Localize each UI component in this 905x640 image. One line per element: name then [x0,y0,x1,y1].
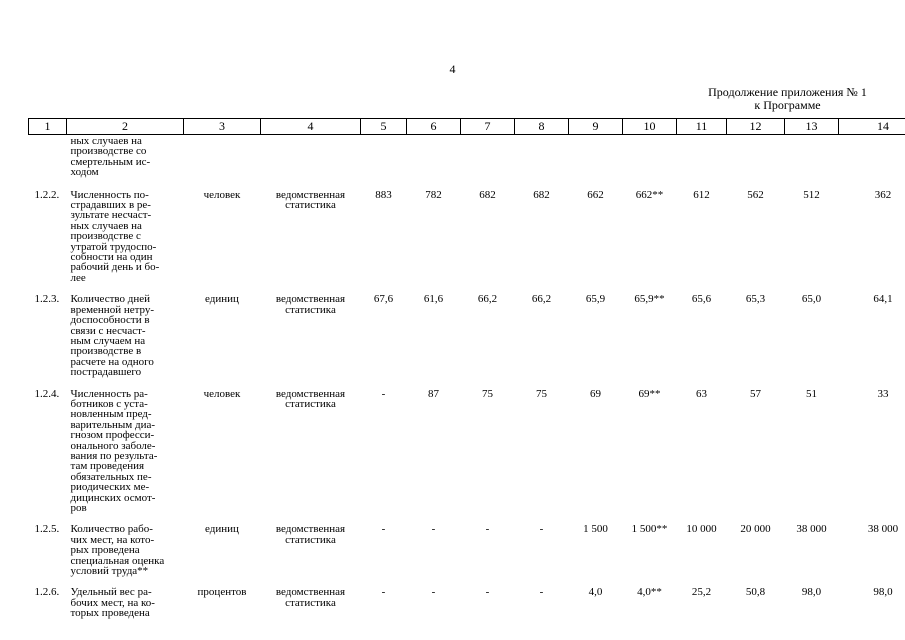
column-number: 9 [569,119,623,135]
value-cell: 38 000 [796,523,827,536]
value-cell: 57 [750,387,761,400]
source-cell: ведомственная статистика [275,387,346,410]
column-number: 14 [839,119,905,135]
value-cell: 65,9 [585,293,606,306]
value-cell: - [539,523,544,536]
value-cell: - [381,523,386,536]
value-cell: 682 [533,188,550,201]
value-cell: 612 [693,188,710,201]
column-number: 12 [727,119,785,135]
indicator-name: Количество дней временной нетру- доспособности в связи с несчаст- ным случаем на производстве в расчете на одного пострадавшего [70,293,155,379]
value-cell: - [485,586,490,599]
value-cell: 66,2 [477,293,498,306]
value-cell: 67,6 [373,293,394,306]
value-cell: 4,0** [637,586,662,599]
value-cell: 1 500** [631,523,668,536]
table-row [29,521,905,584]
value-cell: - [539,586,544,599]
row-code: 1.2.5. [34,523,60,536]
value-cell: 63 [696,387,707,400]
table-row [29,291,905,385]
value-cell: 65,9** [634,293,665,306]
value-cell: 50,8 [745,586,766,599]
value-cell: 98,0 [873,586,893,599]
value-cell: 64,1 [873,293,893,306]
value-cell: 66,2 [531,293,552,306]
unit-cell: процентов [197,586,247,599]
value-cell: 10 000 [686,523,717,536]
value-cell: - [381,387,386,400]
value-cell: 61,6 [423,293,444,306]
value-cell: 662 [587,188,604,201]
value-cell: 75 [536,387,547,400]
column-number: 4 [261,119,361,135]
value-cell: 25,2 [691,586,712,599]
table-row [29,386,905,522]
value-cell: 69** [638,387,661,400]
row-code: 1.2.4. [34,387,60,400]
table-row [29,584,905,626]
continuation-caption [690,86,885,112]
value-cell: - [431,586,436,599]
column-number-row [29,119,905,135]
row-code: 1.2.3. [34,293,60,306]
value-cell: 562 [747,188,764,201]
column-number: 8 [515,119,569,135]
carry-over-text: ных случаев на производстве со смертельным ис- ходом [70,135,151,179]
column-number: 2 [67,119,184,135]
unit-cell: единиц [205,523,239,536]
value-cell: 65,6 [691,293,712,306]
indicator-name: Численность по- страдавших в ре- зультате несчаст- ных случаев на производстве с утратой трудоспо- собности на один рабочий день и бо- лее [70,188,160,284]
value-cell: - [381,586,386,599]
indicators-table [28,118,905,627]
continuation-line-1: Продолжение приложения № 1 [708,85,867,99]
value-cell: 512 [803,188,820,201]
carry-over-row [29,135,905,187]
value-cell: 38 000 [867,523,899,536]
value-cell: 682 [479,188,496,201]
value-cell: 51 [806,387,817,400]
unit-cell: человек [203,387,241,400]
row-code: 1.2.6. [34,586,60,599]
value-cell: 98,0 [801,586,822,599]
row-code: 1.2.2. [34,188,60,201]
value-cell: 362 [874,188,892,201]
column-number: 6 [407,119,461,135]
column-number: 3 [184,119,261,135]
value-cell: 883 [375,188,392,201]
value-cell: 65,0 [801,293,822,306]
value-cell: - [485,523,490,536]
continuation-line-2: к Программе [754,98,821,112]
column-number: 11 [677,119,727,135]
column-number: 7 [461,119,515,135]
indicator-name: Количество рабо- чих мест, на кото- рых проведена специальная оценка условий труда** [70,523,165,578]
unit-cell: человек [203,188,241,201]
source-cell: ведомственная статистика [275,523,346,546]
column-number: 13 [785,119,839,135]
indicator-name: Численность ра- ботников с уста- новленным пред- варительным диа- гнозом професси- онального заболе- вания по результа- там проведения обязательных пе- риодических ме- дицинских осмот- ров [70,387,158,514]
source-cell: ведомственная статистика [275,188,346,212]
value-cell: 69 [590,387,601,400]
column-number: 1 [29,119,67,135]
value-cell: 65,3 [745,293,766,306]
source-cell: ведомственная статистика [275,293,346,316]
table-row [29,187,905,292]
value-cell: 20 000 [740,523,771,536]
value-cell: 1 500 [583,523,608,536]
value-cell: 4,0 [588,586,603,599]
unit-cell: единиц [205,293,239,306]
value-cell: - [431,523,436,536]
value-cell: 662** [635,188,664,201]
page-number: 4 [449,62,456,76]
value-cell: 33 [877,387,889,400]
column-number: 5 [361,119,407,135]
indicator-name: Удельный вес ра- бочих мест, на ко- торых проведена [70,586,155,620]
value-cell: 75 [482,387,493,400]
value-cell: 782 [425,188,442,201]
value-cell: 87 [428,387,439,400]
column-number: 10 [623,119,677,135]
source-cell: ведомственная статистика [275,586,346,609]
